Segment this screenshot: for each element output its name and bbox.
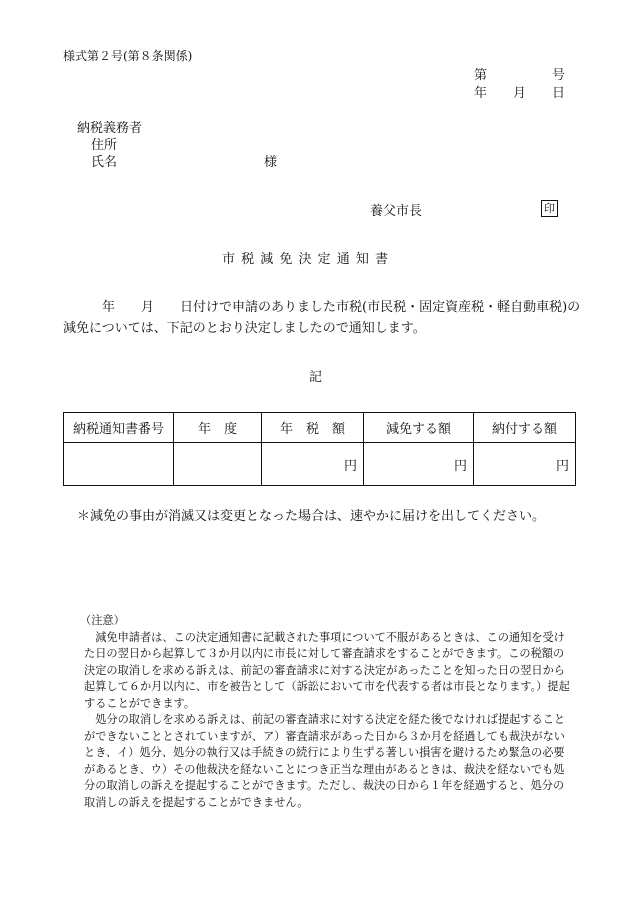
header-year: 年 度 xyxy=(174,413,262,443)
notes-paragraph-2: 処分の取消しを求める訴えは、前記の審査請求に対する決定を経た後でなければ提起することができないこととされていますが、ア）審査請求があった日から３か月を経過しても裁決がないとき、イ）処分、処分の執行又は手続きの続行により生ずる著しい損害を避けるため緊急の必要があるとき、ウ）その他裁決を経ないことにつき正当な理由があるときは、裁決を経ないでも処分の取消しの訴えを提起することができます。ただし、裁決の日から１年を経過すると、処分の取消しの訴えを提起することができません。 xyxy=(84,713,566,809)
honorific: 様 xyxy=(264,155,278,170)
header-reduction-amount: 減免する額 xyxy=(364,413,474,443)
header-payment-amount: 納付する額 xyxy=(474,413,576,443)
cell-annual-tax: 円 xyxy=(262,443,364,486)
notes-section xyxy=(80,613,574,811)
number-line: 第 号 xyxy=(474,68,566,83)
date-line: 年 月 日 xyxy=(474,86,566,101)
seal-mark: 印 xyxy=(541,200,558,217)
form-label: 様式第２号(第８条関係) xyxy=(63,49,193,63)
cell-year xyxy=(174,443,262,486)
header-annual-tax: 年 税 額 xyxy=(262,413,364,443)
recipient-heading: 納税義務者 xyxy=(77,121,143,136)
change-notice: ＊減免の事由が消滅又は変更となった場合は、速やかに届けを出してください。 xyxy=(77,509,546,524)
address-label: 住所 xyxy=(91,138,118,153)
ki-mark: 記 xyxy=(309,370,323,385)
body-text: 年 月 日付けで申請のありました市税(市民税・固定資産税・軽自動車税)の減免については、下記のとおり決定しましたので通知します。 xyxy=(63,300,581,336)
header-notice-number: 納税通知書番号 xyxy=(64,413,174,443)
notes-heading: （注意） xyxy=(80,614,125,627)
document-title: 市 税 減 免 決 定 通 知 書 xyxy=(222,252,390,267)
issuer-title: 養父市長 xyxy=(370,204,423,219)
cell-payment-amount: 円 xyxy=(474,443,576,486)
table-header-row xyxy=(64,413,576,443)
cell-notice-number xyxy=(64,443,174,486)
cell-reduction-amount: 円 xyxy=(364,443,474,486)
notes-paragraph-1: 減免申請者は、この決定通知書に記載された事項について不服があるときは、この通知を受けた日の翌日から起算して３か月以内に市長に対して審査請求をすることができます。この税額の決定の取消しを求める訴えは、前記の審査請求に対する決定があったことを知った日の翌日から起算して６か月以内に、市を被告として（訴訟において市を代表する者は市長となります。）提起することができます。 xyxy=(84,630,570,710)
table-row xyxy=(64,443,576,486)
tax-table xyxy=(63,412,576,486)
name-label: 氏名 xyxy=(91,155,118,170)
